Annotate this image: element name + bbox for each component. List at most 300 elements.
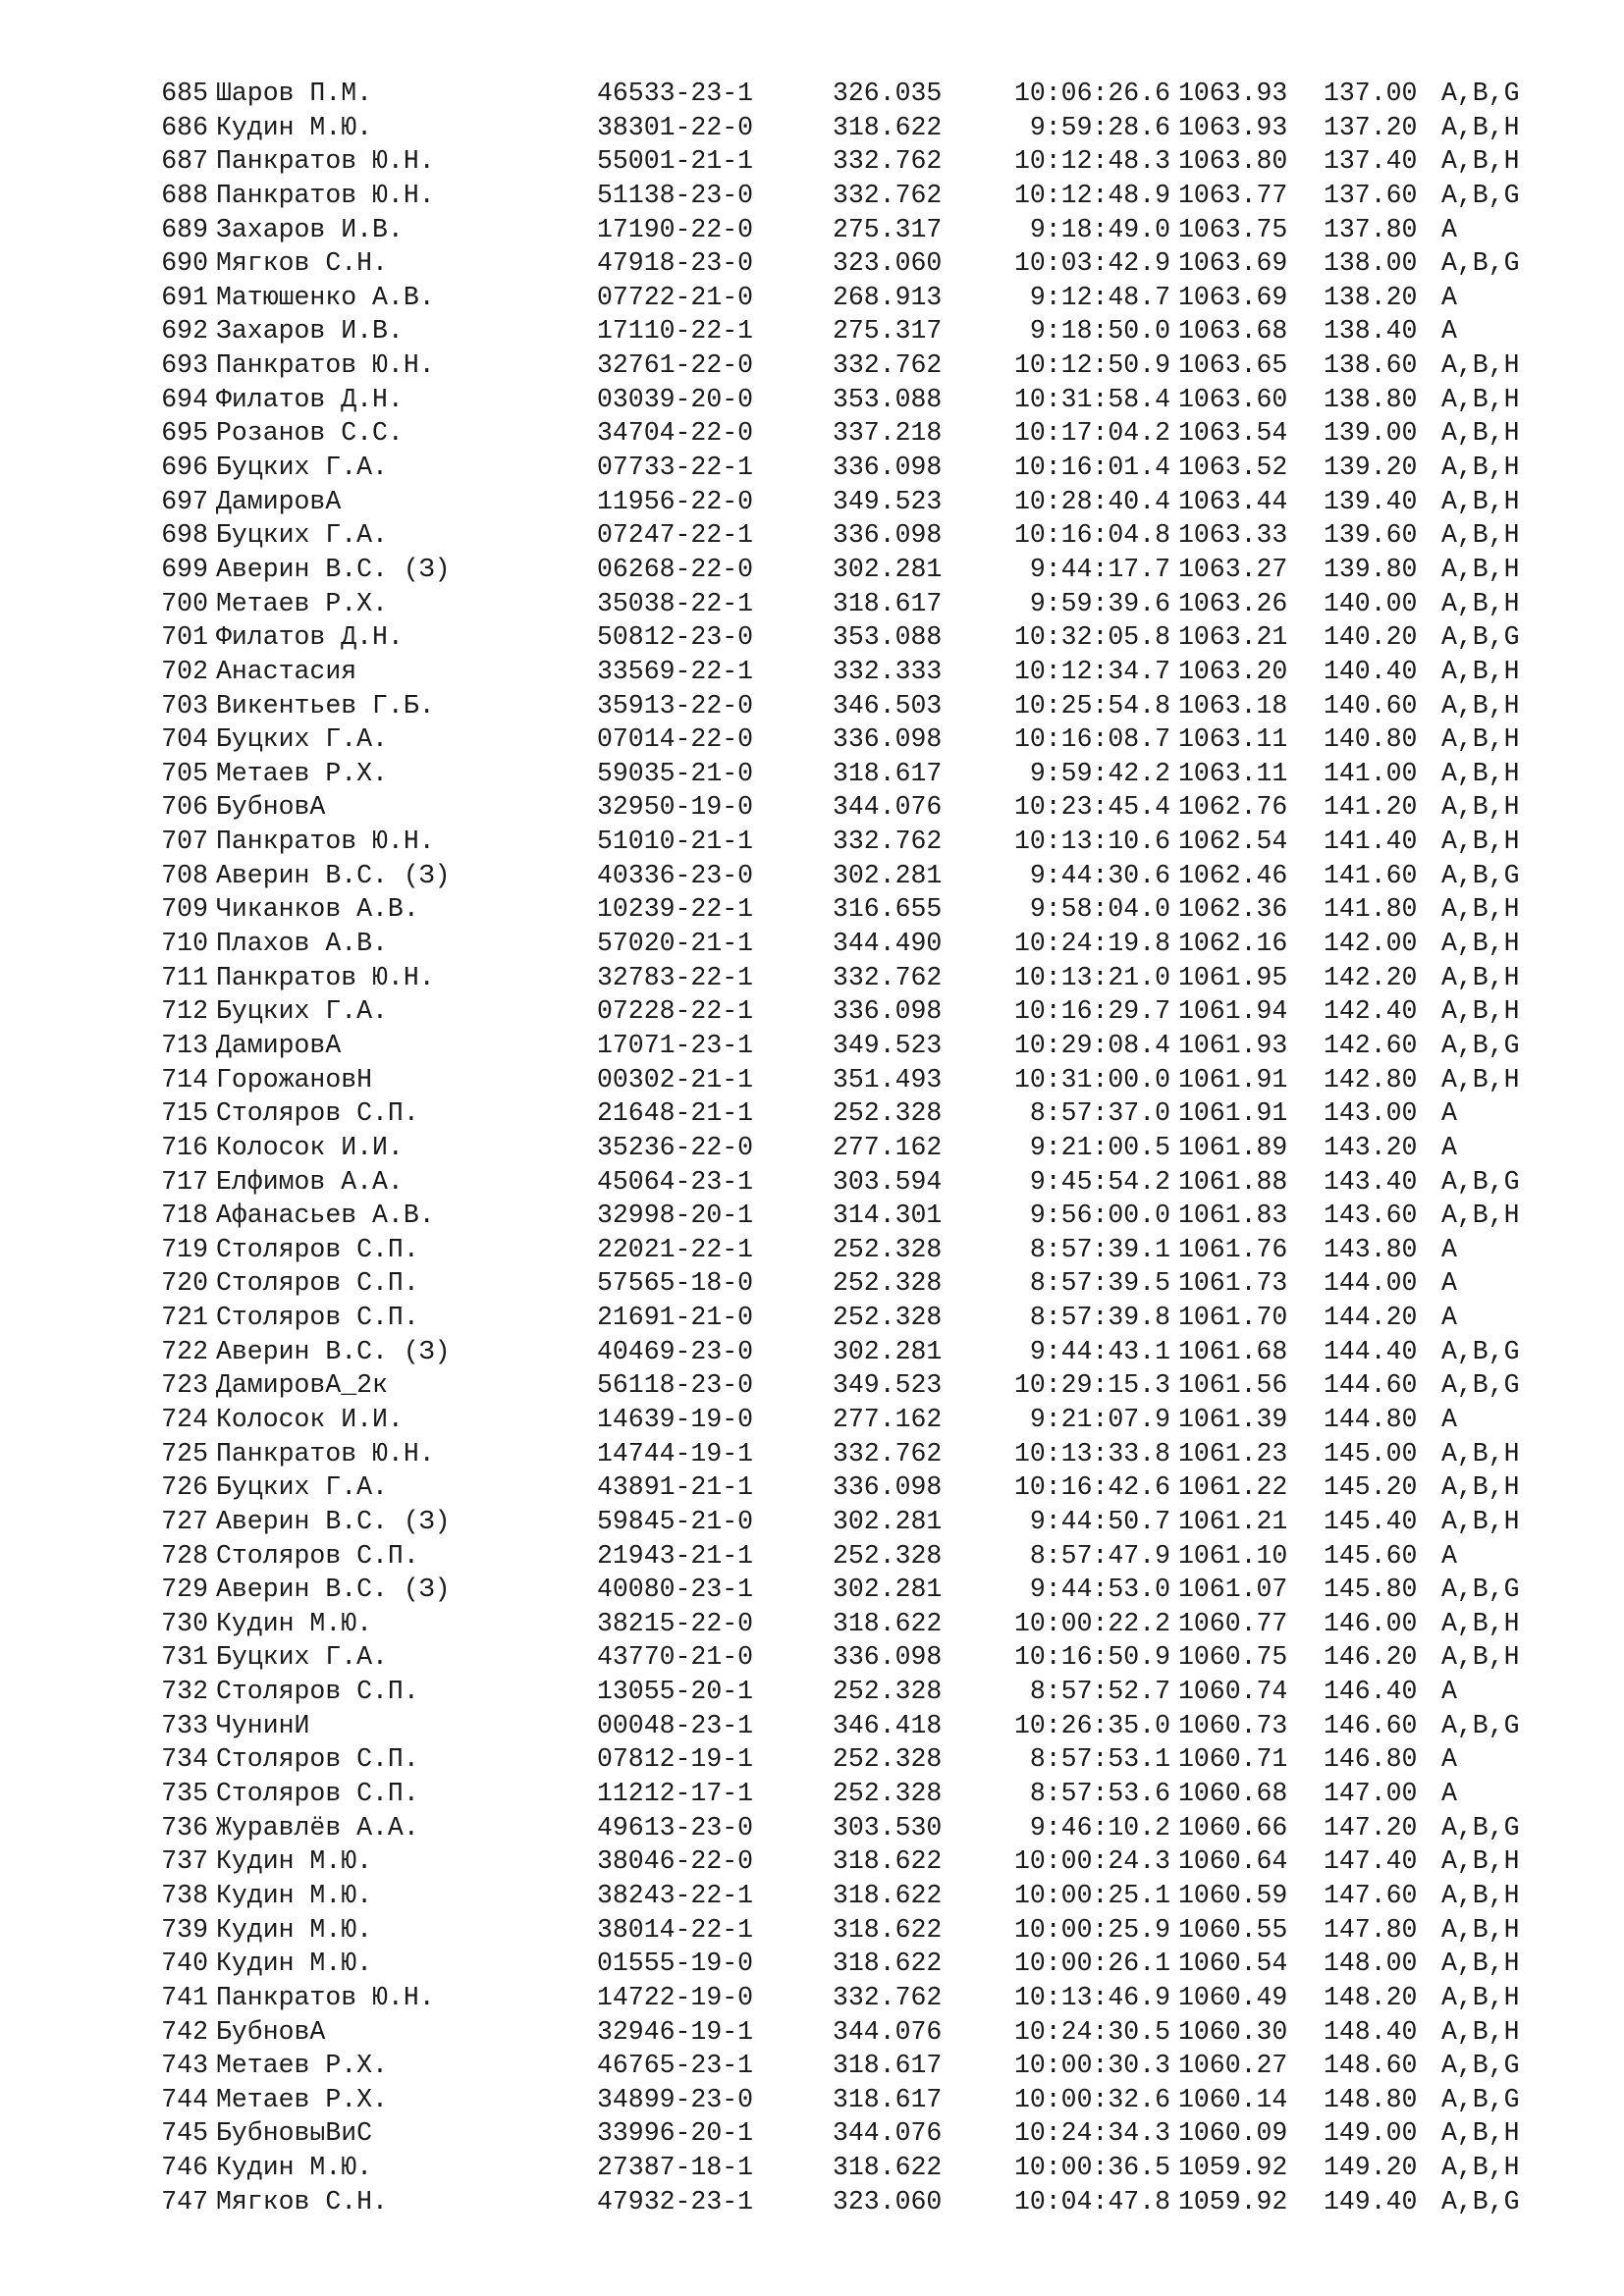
owner-name-cell: Столяров С.П. [216,1677,419,1707]
ring-number-cell: 38243-22-1 [597,1880,754,1910]
speed-cell: 1062.16 [1178,929,1288,959]
result-row [0,587,1624,621]
ring-number-cell: 56118-23-0 [597,1370,754,1401]
result-row [0,1029,1624,1063]
distance-cell: 252.328 [833,1677,943,1707]
arrival-time-cell: 8:57:52.7 [1029,1677,1170,1707]
groups-cell: A [1441,1303,1457,1333]
arrival-time-cell: 10:00:26.1 [1013,1949,1170,1979]
ring-number-cell: 34704-22-0 [597,418,754,449]
speed-cell: 1063.80 [1178,146,1288,177]
points-cell: 147.40 [1324,1846,1418,1877]
speed-cell: 1059.92 [1178,2186,1288,2216]
arrival-time-cell: 10:24:30.5 [1013,2016,1170,2047]
ring-number-cell: 59035-21-0 [597,758,754,788]
speed-cell: 1060.59 [1178,1880,1288,1910]
owner-name-cell: Аверин В.С. (З) [216,1506,451,1536]
groups-cell: A,B,H [1441,350,1520,381]
owner-name-cell: Буцких Г.А. [216,520,388,551]
rank-cell: 714 [161,1064,208,1095]
speed-cell: 1063.69 [1178,248,1288,279]
rank-cell: 698 [161,520,208,551]
ring-number-cell: 40469-23-0 [597,1336,754,1366]
result-row [0,825,1624,859]
rank-cell: 723 [161,1370,208,1401]
distance-cell: 353.088 [833,622,943,653]
result-row [0,757,1624,791]
arrival-time-cell: 9:12:48.7 [1029,282,1170,312]
arrival-time-cell: 10:17:04.2 [1013,418,1170,449]
points-cell: 143.60 [1324,1201,1418,1231]
speed-cell: 1063.11 [1178,758,1288,788]
result-row [0,790,1624,825]
rank-cell: 746 [161,2153,208,2183]
speed-cell: 1061.95 [1178,962,1288,992]
groups-cell: A,B,G [1441,2084,1520,2114]
distance-cell: 302.281 [833,554,943,584]
rank-cell: 713 [161,1030,208,1060]
rank-cell: 710 [161,929,208,959]
result-row [0,111,1624,145]
speed-cell: 1061.56 [1178,1370,1288,1401]
rank-cell: 716 [161,1132,208,1162]
groups-cell: A,B,H [1441,2118,1520,2149]
owner-name-cell: Кудин М.Ю. [216,1914,373,1945]
ring-number-cell: 10239-22-1 [597,894,754,925]
points-cell: 139.00 [1324,418,1418,449]
distance-cell: 344.490 [833,929,943,959]
arrival-time-cell: 8:57:53.1 [1029,1744,1170,1775]
speed-cell: 1061.70 [1178,1303,1288,1333]
rank-cell: 735 [161,1779,208,1809]
distance-cell: 318.622 [833,1608,943,1638]
groups-cell: A,B,G [1441,79,1520,108]
distance-cell: 326.035 [833,79,943,108]
groups-cell: A [1441,316,1457,347]
points-cell: 140.20 [1324,622,1418,653]
owner-name-cell: Мягков С.Н. [216,2186,388,2216]
owner-name-cell: Столяров С.П. [216,1234,419,1264]
speed-cell: 1060.54 [1178,1949,1288,1979]
result-row [0,1505,1624,1539]
distance-cell: 344.076 [833,2016,943,2047]
groups-cell: A,B,H [1441,724,1520,755]
rank-cell: 733 [161,1710,208,1740]
speed-cell: 1061.22 [1178,1472,1288,1503]
speed-cell: 1061.68 [1178,1336,1288,1366]
result-row [0,416,1624,451]
arrival-time-cell: 9:45:54.2 [1029,1166,1170,1197]
points-cell: 146.60 [1324,1710,1418,1740]
owner-name-cell: Колосок И.И. [216,1132,404,1162]
distance-cell: 303.530 [833,1812,943,1842]
distance-cell: 318.617 [833,588,943,618]
points-cell: 140.80 [1324,724,1418,755]
groups-cell: A,B,H [1441,792,1520,823]
points-cell: 137.00 [1324,79,1418,108]
rank-cell: 685 [161,79,208,108]
groups-cell: A,B,H [1441,486,1520,516]
points-cell: 141.20 [1324,792,1418,823]
points-cell: 146.80 [1324,1744,1418,1775]
speed-cell: 1063.21 [1178,622,1288,653]
owner-name-cell: Панкратов Ю.Н. [216,1982,435,2012]
rank-cell: 688 [161,180,208,210]
points-cell: 141.60 [1324,860,1418,890]
arrival-time-cell: 10:26:35.0 [1013,1710,1170,1740]
ring-number-cell: 27387-18-1 [597,2153,754,2183]
owner-name-cell: Аверин В.С. (З) [216,1575,451,1605]
rank-cell: 690 [161,248,208,279]
rank-cell: 728 [161,1540,208,1571]
groups-cell: A,B,H [1441,996,1520,1027]
ring-number-cell: 40336-23-0 [597,860,754,890]
result-row [0,246,1624,281]
arrival-time-cell: 9:59:42.2 [1029,758,1170,788]
rank-cell: 729 [161,1575,208,1605]
ring-number-cell: 14744-19-1 [597,1438,754,1468]
groups-cell: A [1441,1677,1457,1707]
groups-cell: A,B,G [1441,1812,1520,1842]
speed-cell: 1061.10 [1178,1540,1288,1571]
distance-cell: 336.098 [833,724,943,755]
groups-cell: A,B,H [1441,588,1520,618]
result-row [0,1811,1624,1845]
groups-cell: A,B,H [1441,2016,1520,2047]
points-cell: 145.40 [1324,1506,1418,1536]
arrival-time-cell: 9:18:50.0 [1029,316,1170,347]
arrival-time-cell: 10:00:22.2 [1013,1608,1170,1638]
owner-name-cell: Мягков С.Н. [216,248,388,279]
result-row [0,553,1624,587]
owner-name-cell: Кудин М.Ю. [216,2153,373,2183]
groups-cell: A,B,G [1441,2186,1520,2216]
owner-name-cell: Кудин М.Ю. [216,1949,373,1979]
speed-cell: 1062.36 [1178,894,1288,925]
rank-cell: 709 [161,894,208,925]
owner-name-cell: Столяров С.П. [216,1303,419,1333]
owner-name-cell: Журавлёв А.А. [216,1812,419,1842]
points-cell: 143.00 [1324,1098,1418,1129]
points-cell: 147.20 [1324,1812,1418,1842]
points-cell: 137.40 [1324,146,1418,177]
rank-cell: 722 [161,1336,208,1366]
owner-name-cell: Филатов Д.Н. [216,622,404,653]
speed-cell: 1061.39 [1178,1404,1288,1434]
groups-cell: A,B,H [1441,2153,1520,2183]
owner-name-cell: Столяров С.П. [216,1779,419,1809]
speed-cell: 1063.26 [1178,588,1288,618]
ring-number-cell: 45064-23-1 [597,1166,754,1197]
speed-cell: 1061.76 [1178,1234,1288,1264]
distance-cell: 252.328 [833,1234,943,1264]
groups-cell: A,B,G [1441,1710,1520,1740]
points-cell: 140.00 [1324,588,1418,618]
ring-number-cell: 07228-22-1 [597,996,754,1027]
distance-cell: 302.281 [833,1575,943,1605]
speed-cell: 1061.88 [1178,1166,1288,1197]
groups-cell: A,B,H [1441,929,1520,959]
result-row [0,961,1624,995]
groups-cell: A,B,H [1441,453,1520,483]
ring-number-cell: 43891-21-1 [597,1472,754,1503]
rank-cell: 692 [161,316,208,347]
ring-number-cell: 50812-23-0 [597,622,754,653]
distance-cell: 323.060 [833,2186,943,2216]
groups-cell: A [1441,214,1457,244]
ring-number-cell: 38215-22-0 [597,1608,754,1638]
distance-cell: 318.622 [833,2153,943,2183]
speed-cell: 1063.18 [1178,690,1288,721]
rank-cell: 711 [161,962,208,992]
distance-cell: 332.762 [833,350,943,381]
speed-cell: 1061.23 [1178,1438,1288,1468]
ring-number-cell: 03039-20-0 [597,384,754,414]
speed-cell: 1063.33 [1178,520,1288,551]
rank-cell: 693 [161,350,208,381]
rank-cell: 726 [161,1472,208,1503]
groups-cell: A,B,G [1441,1166,1520,1197]
owner-name-cell: Розанов С.С. [216,418,404,449]
points-cell: 142.40 [1324,996,1418,1027]
distance-cell: 268.913 [833,282,943,312]
points-cell: 137.20 [1324,112,1418,142]
arrival-time-cell: 10:06:26.6 [1013,79,1170,108]
distance-cell: 351.493 [833,1064,943,1095]
groups-cell: A [1441,1540,1457,1571]
points-cell: 149.00 [1324,2118,1418,2149]
distance-cell: 332.333 [833,656,943,686]
arrival-time-cell: 10:00:32.6 [1013,2084,1170,2114]
owner-name-cell: Буцких Г.А. [216,453,388,483]
result-row [0,994,1624,1029]
distance-cell: 323.060 [833,248,943,279]
points-cell: 143.80 [1324,1234,1418,1264]
ring-number-cell: 22021-22-1 [597,1234,754,1264]
rank-cell: 739 [161,1914,208,1945]
rank-cell: 727 [161,1506,208,1536]
ring-number-cell: 40080-23-1 [597,1575,754,1605]
owner-name-cell: ДамировА [216,1030,342,1060]
distance-cell: 336.098 [833,1642,943,1673]
result-row [0,1437,1624,1471]
speed-cell: 1060.27 [1178,2051,1288,2081]
result-row [0,2015,1624,2050]
rank-cell: 725 [161,1438,208,1468]
speed-cell: 1060.75 [1178,1642,1288,1673]
owner-name-cell: Кудин М.Ю. [216,112,373,142]
speed-cell: 1060.66 [1178,1812,1288,1842]
points-cell: 139.40 [1324,486,1418,516]
ring-number-cell: 43770-21-0 [597,1642,754,1673]
arrival-time-cell: 8:57:39.1 [1029,1234,1170,1264]
arrival-time-cell: 10:13:33.8 [1013,1438,1170,1468]
distance-cell: 302.281 [833,860,943,890]
arrival-time-cell: 10:16:04.8 [1013,520,1170,551]
ring-number-cell: 17190-22-0 [597,214,754,244]
result-row [0,1131,1624,1165]
owner-name-cell: Буцких Г.А. [216,724,388,755]
arrival-time-cell: 10:16:42.6 [1013,1472,1170,1503]
rank-cell: 724 [161,1404,208,1434]
speed-cell: 1063.77 [1178,180,1288,210]
points-cell: 146.00 [1324,1608,1418,1638]
groups-cell: A [1441,1404,1457,1434]
owner-name-cell: Елфимов А.А. [216,1166,404,1197]
groups-cell: A,B,H [1441,554,1520,584]
rank-cell: 687 [161,146,208,177]
speed-cell: 1061.83 [1178,1201,1288,1231]
result-row [0,1947,1624,1981]
owner-name-cell: Викентьев Г.Б. [216,690,435,721]
points-cell: 145.80 [1324,1575,1418,1605]
speed-cell: 1061.94 [1178,996,1288,1027]
result-row [0,348,1624,383]
rank-cell: 689 [161,214,208,244]
result-row [0,2049,1624,2083]
result-row [0,1403,1624,1437]
groups-cell: A [1441,1744,1457,1775]
rank-cell: 706 [161,792,208,823]
speed-cell: 1063.69 [1178,282,1288,312]
distance-cell: 332.762 [833,1982,943,2012]
arrival-time-cell: 10:12:34.7 [1013,656,1170,686]
ring-number-cell: 32946-19-1 [597,2016,754,2047]
groups-cell: A,B,H [1441,1201,1520,1231]
arrival-time-cell: 9:46:10.2 [1029,1812,1170,1842]
result-row [0,314,1624,348]
ring-number-cell: 32998-20-1 [597,1201,754,1231]
owner-name-cell: Филатов Д.Н. [216,384,404,414]
points-cell: 139.20 [1324,453,1418,483]
points-cell: 148.20 [1324,1982,1418,2012]
owner-name-cell: Захаров И.В. [216,214,404,244]
ring-number-cell: 17110-22-1 [597,316,754,347]
points-cell: 141.00 [1324,758,1418,788]
arrival-time-cell: 9:21:07.9 [1029,1404,1170,1434]
result-row [0,1063,1624,1097]
speed-cell: 1061.89 [1178,1132,1288,1162]
distance-cell: 336.098 [833,996,943,1027]
distance-cell: 318.622 [833,1949,943,1979]
owner-name-cell: Шаров П.М. [216,79,373,108]
results-list [0,77,1624,2218]
result-row [0,1368,1624,1403]
groups-cell: A,B,H [1441,520,1520,551]
owner-name-cell: ДамировА [216,486,342,516]
result-row [0,655,1624,689]
groups-cell: A,B,G [1441,1575,1520,1605]
distance-cell: 353.088 [833,384,943,414]
rank-cell: 695 [161,418,208,449]
speed-cell: 1063.27 [1178,554,1288,584]
owner-name-cell: Панкратов Ю.Н. [216,350,435,381]
points-cell: 146.20 [1324,1642,1418,1673]
arrival-time-cell: 10:31:00.0 [1013,1064,1170,1095]
groups-cell: A,B,G [1441,180,1520,210]
owner-name-cell: Панкратов Ю.Н. [216,180,435,210]
ring-number-cell: 57020-21-1 [597,929,754,959]
groups-cell: A,B,H [1441,758,1520,788]
result-row [0,1266,1624,1301]
result-row [0,383,1624,417]
distance-cell: 318.617 [833,2051,943,2081]
ring-number-cell: 59845-21-0 [597,1506,754,1536]
ring-number-cell: 14722-19-0 [597,1982,754,2012]
points-cell: 138.00 [1324,248,1418,279]
groups-cell: A,B,H [1441,656,1520,686]
arrival-time-cell: 10:25:54.8 [1013,690,1170,721]
result-row [0,1539,1624,1574]
speed-cell: 1063.93 [1178,112,1288,142]
result-row [0,1777,1624,1811]
ring-number-cell: 51010-21-1 [597,827,754,857]
rank-cell: 705 [161,758,208,788]
distance-cell: 346.503 [833,690,943,721]
owner-name-cell: Панкратов Ю.Н. [216,146,435,177]
result-row [0,2185,1624,2219]
arrival-time-cell: 10:00:25.9 [1013,1914,1170,1945]
distance-cell: 302.281 [833,1506,943,1536]
result-row [0,2083,1624,2117]
rank-cell: 734 [161,1744,208,1775]
result-row [0,1709,1624,1743]
ring-number-cell: 21691-21-0 [597,1303,754,1333]
result-row [0,1096,1624,1131]
speed-cell: 1061.73 [1178,1268,1288,1299]
rank-cell: 745 [161,2118,208,2149]
speed-cell: 1062.54 [1178,827,1288,857]
arrival-time-cell: 10:16:08.7 [1013,724,1170,755]
owner-name-cell: Столяров С.П. [216,1540,419,1571]
ring-number-cell: 46765-23-1 [597,2051,754,2081]
arrival-time-cell: 10:24:19.8 [1013,929,1170,959]
owner-name-cell: Аверин В.С. (З) [216,1336,451,1366]
arrival-time-cell: 10:16:01.4 [1013,453,1170,483]
owner-name-cell: Чиканков А.В. [216,894,419,925]
points-cell: 141.80 [1324,894,1418,925]
speed-cell: 1059.92 [1178,2153,1288,2183]
owner-name-cell: Панкратов Ю.Н. [216,827,435,857]
distance-cell: 318.622 [833,1846,943,1877]
arrival-time-cell: 10:00:24.3 [1013,1846,1170,1877]
rank-cell: 699 [161,554,208,584]
points-cell: 146.40 [1324,1677,1418,1707]
result-row [0,892,1624,927]
result-row [0,485,1624,519]
arrival-time-cell: 10:13:46.9 [1013,1982,1170,2012]
result-row [0,1742,1624,1777]
groups-cell: A,B,H [1441,1914,1520,1945]
owner-name-cell: Кудин М.Ю. [216,1608,373,1638]
speed-cell: 1063.93 [1178,79,1288,108]
ring-number-cell: 32761-22-0 [597,350,754,381]
ring-number-cell: 47932-23-1 [597,2186,754,2216]
rank-cell: 697 [161,486,208,516]
points-cell: 142.60 [1324,1030,1418,1060]
distance-cell: 318.622 [833,1880,943,1910]
rank-cell: 701 [161,622,208,653]
groups-cell: A,B,G [1441,860,1520,890]
distance-cell: 344.076 [833,792,943,823]
owner-name-cell: Буцких Г.А. [216,1642,388,1673]
rank-cell: 738 [161,1880,208,1910]
groups-cell: A,B,H [1441,418,1520,449]
result-row [0,1844,1624,1879]
groups-cell: A,B,H [1441,894,1520,925]
ring-number-cell: 33569-22-1 [597,656,754,686]
points-cell: 138.60 [1324,350,1418,381]
